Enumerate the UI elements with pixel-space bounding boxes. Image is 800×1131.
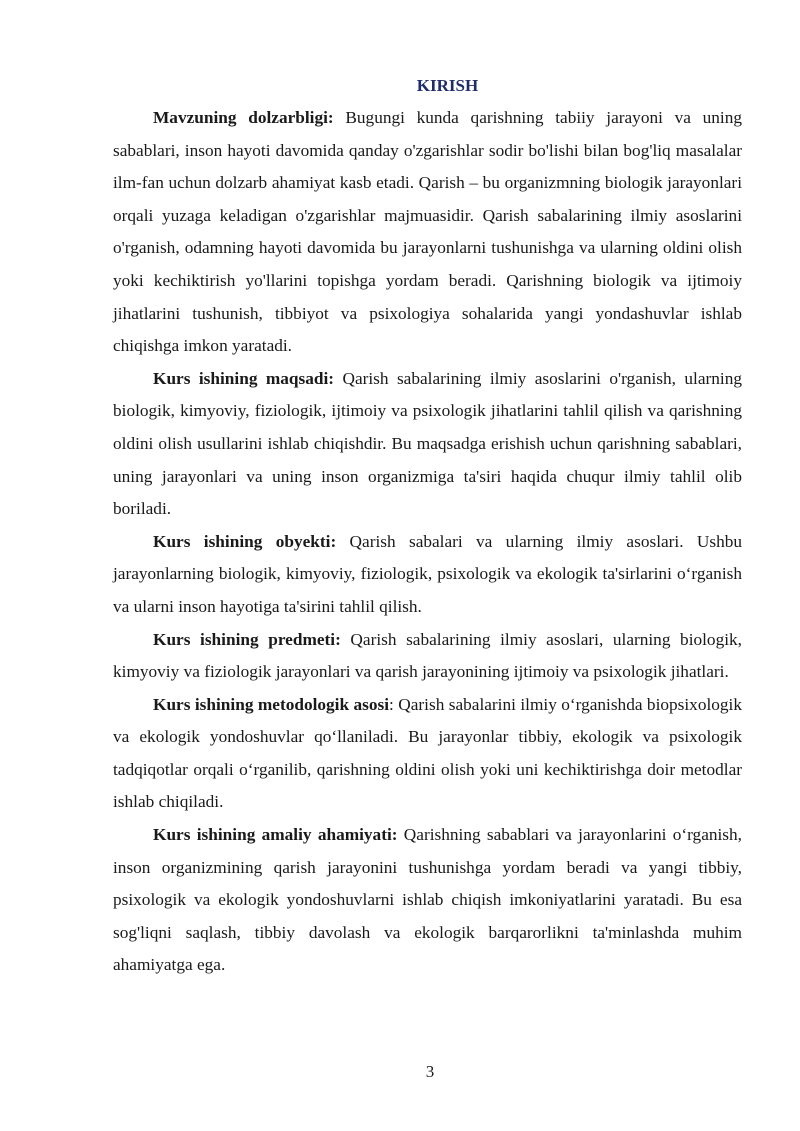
paragraph-text: Qarish sabalarining ilmiy asoslarini o'rganish, ularning biologik, kimyoviy, fiziologik, ijtimoiy va psixologik jihatlarini tahlil qilish va qarishning oldini olish usullarini ishlab chiqishdir. Bu maqsadga erishish uchun qarishning sabablari, uning jarayonlari va uning inson organizmiga ta'siri haqida chuqur ilmiy tahlil olib boriladi. — [113, 368, 742, 519]
paragraph-lead: Kurs ishining amaliy ahamiyati: — [153, 825, 398, 845]
paragraph-subject — [113, 624, 742, 689]
paragraph-lead: Kurs ishining obyekti: — [153, 531, 337, 551]
page-number: 3 — [425, 1062, 435, 1081]
paragraph-lead: Kurs ishining metodologik asosi — [153, 694, 390, 714]
paragraph-text: Qarish sabalarining ilmiy asoslari, ularning biologik, kimyoviy va fiziologik jarayonlari va qarish jarayonining ijtimoiy va psixologik jihatlari. — [113, 629, 742, 682]
paragraph-text: Bugungi kunda qarishning tabiiy jarayoni va uning sabablari, inson hayoti davomida qanday o'zgarishlar sodir bo'lishi bilan bog'liq masalalar ilm-fan uchun dolzarb ahamiyat kasb etadi. Qarish – bu organizmning biologik jarayonlari orqali yuzaga keladigan o'zgarishlar majmuasidir. Qarish sabalarining ilmiy asoslarini o'rganish, odamning hayoti davomida bu jarayonlarni tushunishga va ularning oldini olish yoki kechiktirish yo'llarini topishga yordam beradi. Qarishning biologik va ijtimoiy jihatlarini tushunish, tibbiyot va psixologiya sohalarida yangi yondashuvlar ishlab chiqishga imkon yaratadi. — [113, 108, 742, 356]
section-heading: KIRISH — [416, 76, 479, 95]
paragraph-methodology — [113, 689, 742, 819]
paragraph-relevance — [113, 102, 742, 363]
paragraph-text: Qarishning sabablari va jarayonlarini o‘rganish, inson organizmining qarish jarayonini tushunishga yordam beradi va yangi tibbiy, psixologik va ekologik yondoshuvlarni ishlab chiqish imkoniyatlarini yaratadi. Bu esa sog'liqni saqlash, tibbiy davolash va ekologik barqarorlikni ta'minlashda muhim ahamiyatga ega. — [113, 825, 742, 975]
paragraph-lead: Mavzuning dolzarbligi: — [153, 108, 334, 127]
paragraph-lead: Kurs ishining predmeti: — [153, 629, 341, 649]
paragraph-lead: Kurs ishining maqsadi: — [153, 368, 335, 388]
paragraph-practical-significance — [113, 819, 742, 982]
paragraph-text: Qarish sabalari va ularning ilmiy asoslari. Ushbu jarayonlarning biologik, kimyoviy, fiziologik, psixologik va ekologik ta'sirlarini o‘rganish va ularni inson hayotiga ta'sirini tahlil qilish. — [113, 531, 742, 616]
paragraph-object — [113, 526, 742, 624]
document-page — [113, 70, 742, 982]
paragraph-goal — [113, 363, 742, 526]
paragraph-text: : Qarish sabalarini ilmiy o‘rganishda biopsixologik va ekologik yondoshuvlar qo‘llaniladi. Bu jarayonlar tibbiy, ekologik va psixologik tadqiqotlar orqali o‘rganilib, qarishning oldini olish yoki uni kechiktirishga doir metodlar ishlab chiqiladi. — [113, 694, 742, 812]
